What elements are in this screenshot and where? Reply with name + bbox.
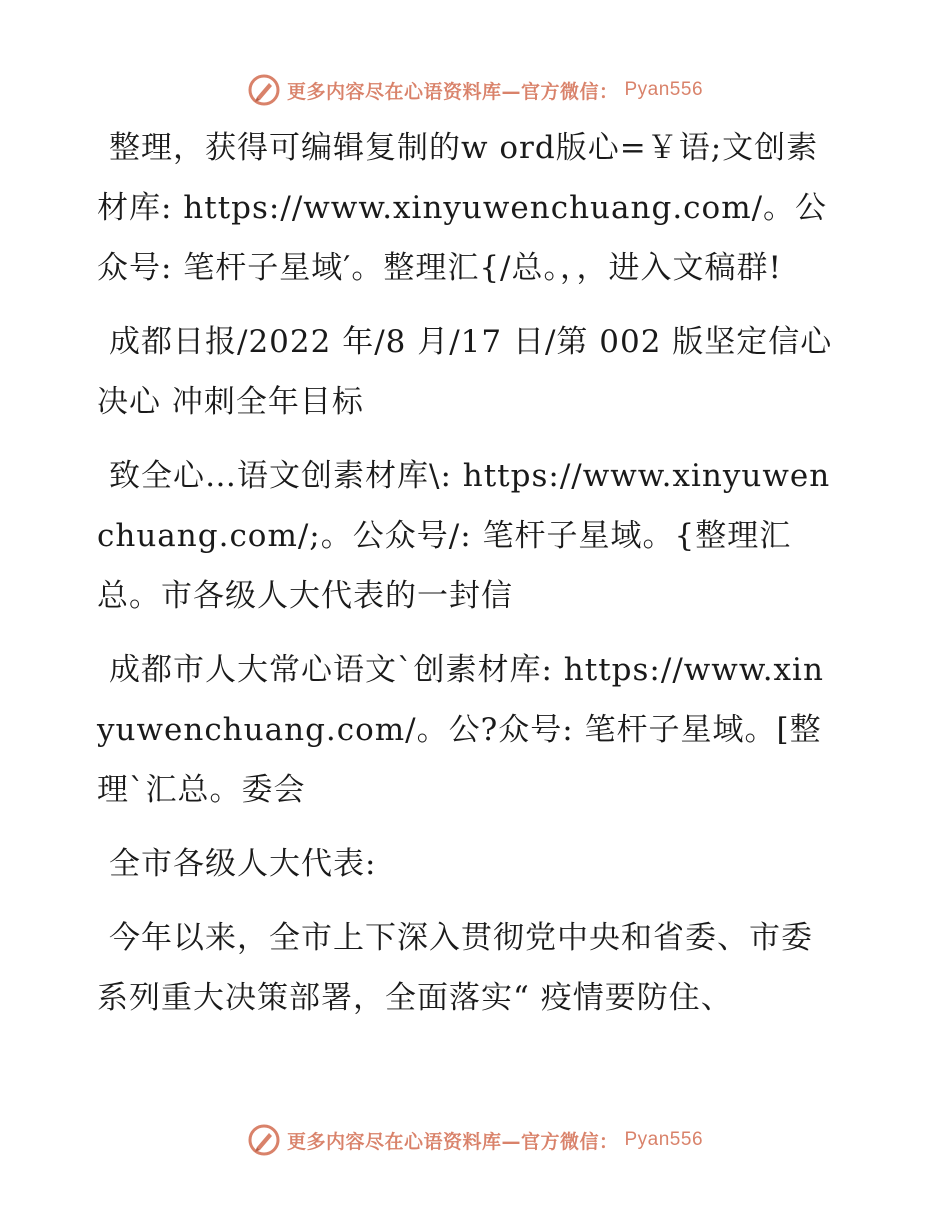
watermark-handle: Pyan556 bbox=[624, 79, 704, 100]
paragraph-letter-title: 致全心…语文创素材库\: https://www.xinyuwenchuang.com/;。公众号/: 笔杆子星域。{整理汇总。市各级人大代表的一封信 bbox=[97, 458, 831, 614]
paragraph-issuer: 成都市人大常心语文`创素材库: https://www.xinyuwenchuang.com/。公?众号: 笔杆子星域。[整理`汇总。委会 bbox=[97, 652, 824, 808]
watermark-handle: Pyan556 bbox=[624, 1129, 704, 1150]
pen-logo-icon bbox=[247, 1123, 281, 1157]
watermark-group bbox=[247, 1123, 703, 1157]
pen-logo-icon bbox=[247, 73, 281, 107]
paragraph-intro: 整理，获得可编辑复制的w ord版心=￥语;文创素材库: https://www.xinyuwenchuang.com/。公众号: 笔杆子星域′。整理汇{/总。，，进入文稿群! bbox=[97, 130, 828, 286]
watermark-group bbox=[247, 73, 703, 107]
header-watermark bbox=[0, 70, 950, 110]
footer-watermark bbox=[0, 1120, 950, 1160]
watermark-text: 更多内容尽在心语资料库—官方微信： bbox=[286, 1130, 619, 1153]
paragraph-headline: 成都日报/2022 年/8 月/17 日/第 002 版坚定信心决心 冲刺全年目标 bbox=[97, 324, 833, 420]
paragraph-salutation: 全市各级人大代表: bbox=[109, 846, 377, 882]
watermark-text: 更多内容尽在心语资料库—官方微信： bbox=[286, 80, 619, 103]
document-body bbox=[97, 118, 842, 1042]
paragraph-body: 今年以来，全市上下深入贯彻党中央和省委、市委系列重大决策部署，全面落实“ 疫情要防住、 bbox=[97, 920, 813, 1016]
